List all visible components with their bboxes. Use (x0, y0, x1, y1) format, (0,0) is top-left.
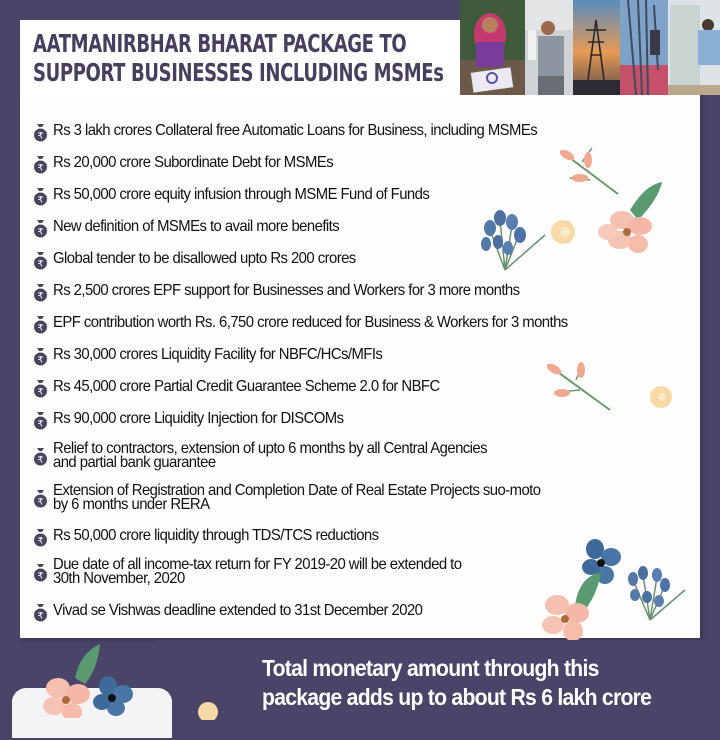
money-bag-rupee-icon (33, 251, 48, 270)
money-bag-rupee-icon (33, 447, 48, 466)
item-text: Rs 90,000 crore Liquidity Injection for DISCOMs (53, 410, 344, 427)
woman-artisan-photo (460, 0, 525, 95)
money-bag-rupee-icon (33, 603, 48, 622)
svg-text:₹: ₹ (37, 497, 44, 508)
list-item (33, 482, 577, 512)
svg-text:₹: ₹ (37, 455, 44, 466)
item-text: Rs 50,000 crore equity infusion through MSME Fund of Funds (53, 186, 430, 203)
money-bag-rupee-icon (33, 411, 48, 430)
photo-collage (460, 0, 720, 95)
svg-text:₹: ₹ (37, 536, 44, 547)
lab-worker-photo (668, 0, 720, 95)
money-bag-rupee-icon (33, 489, 48, 508)
item-text: Extension of Registration and Completion Date of Real Estate Projects suo-moto by 6 months under RERA (53, 482, 541, 513)
item-text: Rs 3 lakh crores Collateral free Automatic Loans for Business, including MSMEs (53, 122, 538, 139)
money-bag-rupee-icon (33, 283, 48, 302)
list-item (33, 527, 403, 547)
svg-text:₹: ₹ (37, 323, 44, 334)
list-item (33, 186, 458, 206)
svg-text:₹: ₹ (37, 571, 44, 582)
page-title (33, 29, 444, 87)
floral-decoration-top (470, 140, 680, 280)
item-text: EPF contribution worth Rs. 6,750 crore reduced for Business & Workers for 3 months (53, 314, 568, 331)
svg-text:₹: ₹ (37, 227, 44, 238)
title-line-2: SUPPORT BUSINESSES INCLUDING MSMEs (33, 58, 444, 87)
photo-strip (460, 0, 720, 95)
list-item (33, 602, 450, 622)
item-text: Rs 2,500 crores EPF support for Businesses and Workers for 3 more months (53, 282, 520, 299)
money-bag-rupee-icon (33, 315, 48, 334)
svg-text:₹: ₹ (37, 131, 44, 142)
list-item (33, 218, 361, 238)
item-text: Relief to contractors, extension of upto 6 months by all Central Agencies and partial bank guarantee (53, 440, 488, 471)
svg-text:₹: ₹ (37, 611, 44, 622)
money-bag-rupee-icon (33, 187, 48, 206)
pink-flower-icon (598, 182, 662, 253)
money-bag-rupee-icon (33, 563, 48, 582)
blue-flower-icon (582, 539, 621, 584)
floral-decoration-mid (540, 360, 690, 420)
svg-text:₹: ₹ (37, 195, 44, 206)
money-bag-rupee-icon (33, 528, 48, 547)
list-item (33, 314, 606, 334)
svg-text:₹: ₹ (37, 163, 44, 174)
item-text: Due date of all income-tax return for FY 2019-20 will be extended to 30th November, 2020 (53, 556, 462, 587)
leaf-icon (75, 644, 100, 684)
list-item (33, 282, 555, 302)
blue-berry-sprig-icon (628, 566, 685, 620)
blue-flower-icon (93, 676, 133, 716)
money-bag-rupee-icon (33, 347, 48, 366)
yellow-rose-icon (551, 220, 575, 244)
list-item (33, 556, 492, 586)
svg-text:₹: ₹ (37, 291, 44, 302)
title-line-1: AATMANIRBHAR BHARAT PACKAGE TO (33, 29, 407, 58)
title-box (20, 20, 460, 96)
list-item (33, 410, 365, 430)
list-item (33, 346, 407, 366)
floral-decoration-bottom (535, 535, 695, 645)
list-item (33, 122, 574, 142)
electric-pylon-photo (620, 0, 668, 95)
money-bag-rupee-icon (33, 379, 48, 398)
floral-decoration-footer (30, 638, 150, 718)
yellow-rose-icon (650, 386, 672, 408)
svg-text:₹: ₹ (37, 387, 44, 398)
item-text: New definition of MSMEs to avail more benefits (53, 218, 340, 235)
item-text: Rs 20,000 crore Subordinate Debt for MSMEs (53, 154, 334, 171)
list-item (33, 440, 520, 470)
item-text: Vivad se Vishwas deadline extended to 31st December 2020 (53, 602, 423, 619)
svg-text:₹: ₹ (37, 355, 44, 366)
svg-text:₹: ₹ (37, 419, 44, 430)
money-bag-rupee-icon (33, 155, 48, 174)
blue-berry-sprig-icon (481, 210, 545, 270)
pink-bud-sprig-icon (545, 362, 610, 410)
svg-text:₹: ₹ (37, 259, 44, 270)
pink-bud-sprig-icon (558, 148, 618, 194)
item-text: Rs 50,000 crore liquidity through TDS/TCS reductions (53, 527, 379, 544)
pink-flower-icon (43, 678, 90, 718)
item-text: Rs 45,000 crore Partial Credit Guarantee Scheme 2.0 for NBFC (53, 378, 440, 395)
yellow-rose-icon (196, 700, 220, 720)
list-item (33, 154, 354, 174)
item-text: Global tender to be disallowed upto Rs 200 crores (53, 250, 356, 267)
list-item (33, 250, 378, 270)
money-bag-rupee-icon (33, 219, 48, 238)
item-text: Rs 30,000 crores Liquidity Facility for NBFC/HCs/MFIs (53, 346, 383, 363)
total-amount-text: Total monetary amount through this package adds up to about Rs 6 lakh crore (262, 655, 652, 710)
list-item (33, 378, 469, 398)
money-bag-rupee-icon (33, 123, 48, 142)
power-tower-sunset-photo (573, 0, 620, 95)
factory-worker-photo (525, 0, 573, 95)
